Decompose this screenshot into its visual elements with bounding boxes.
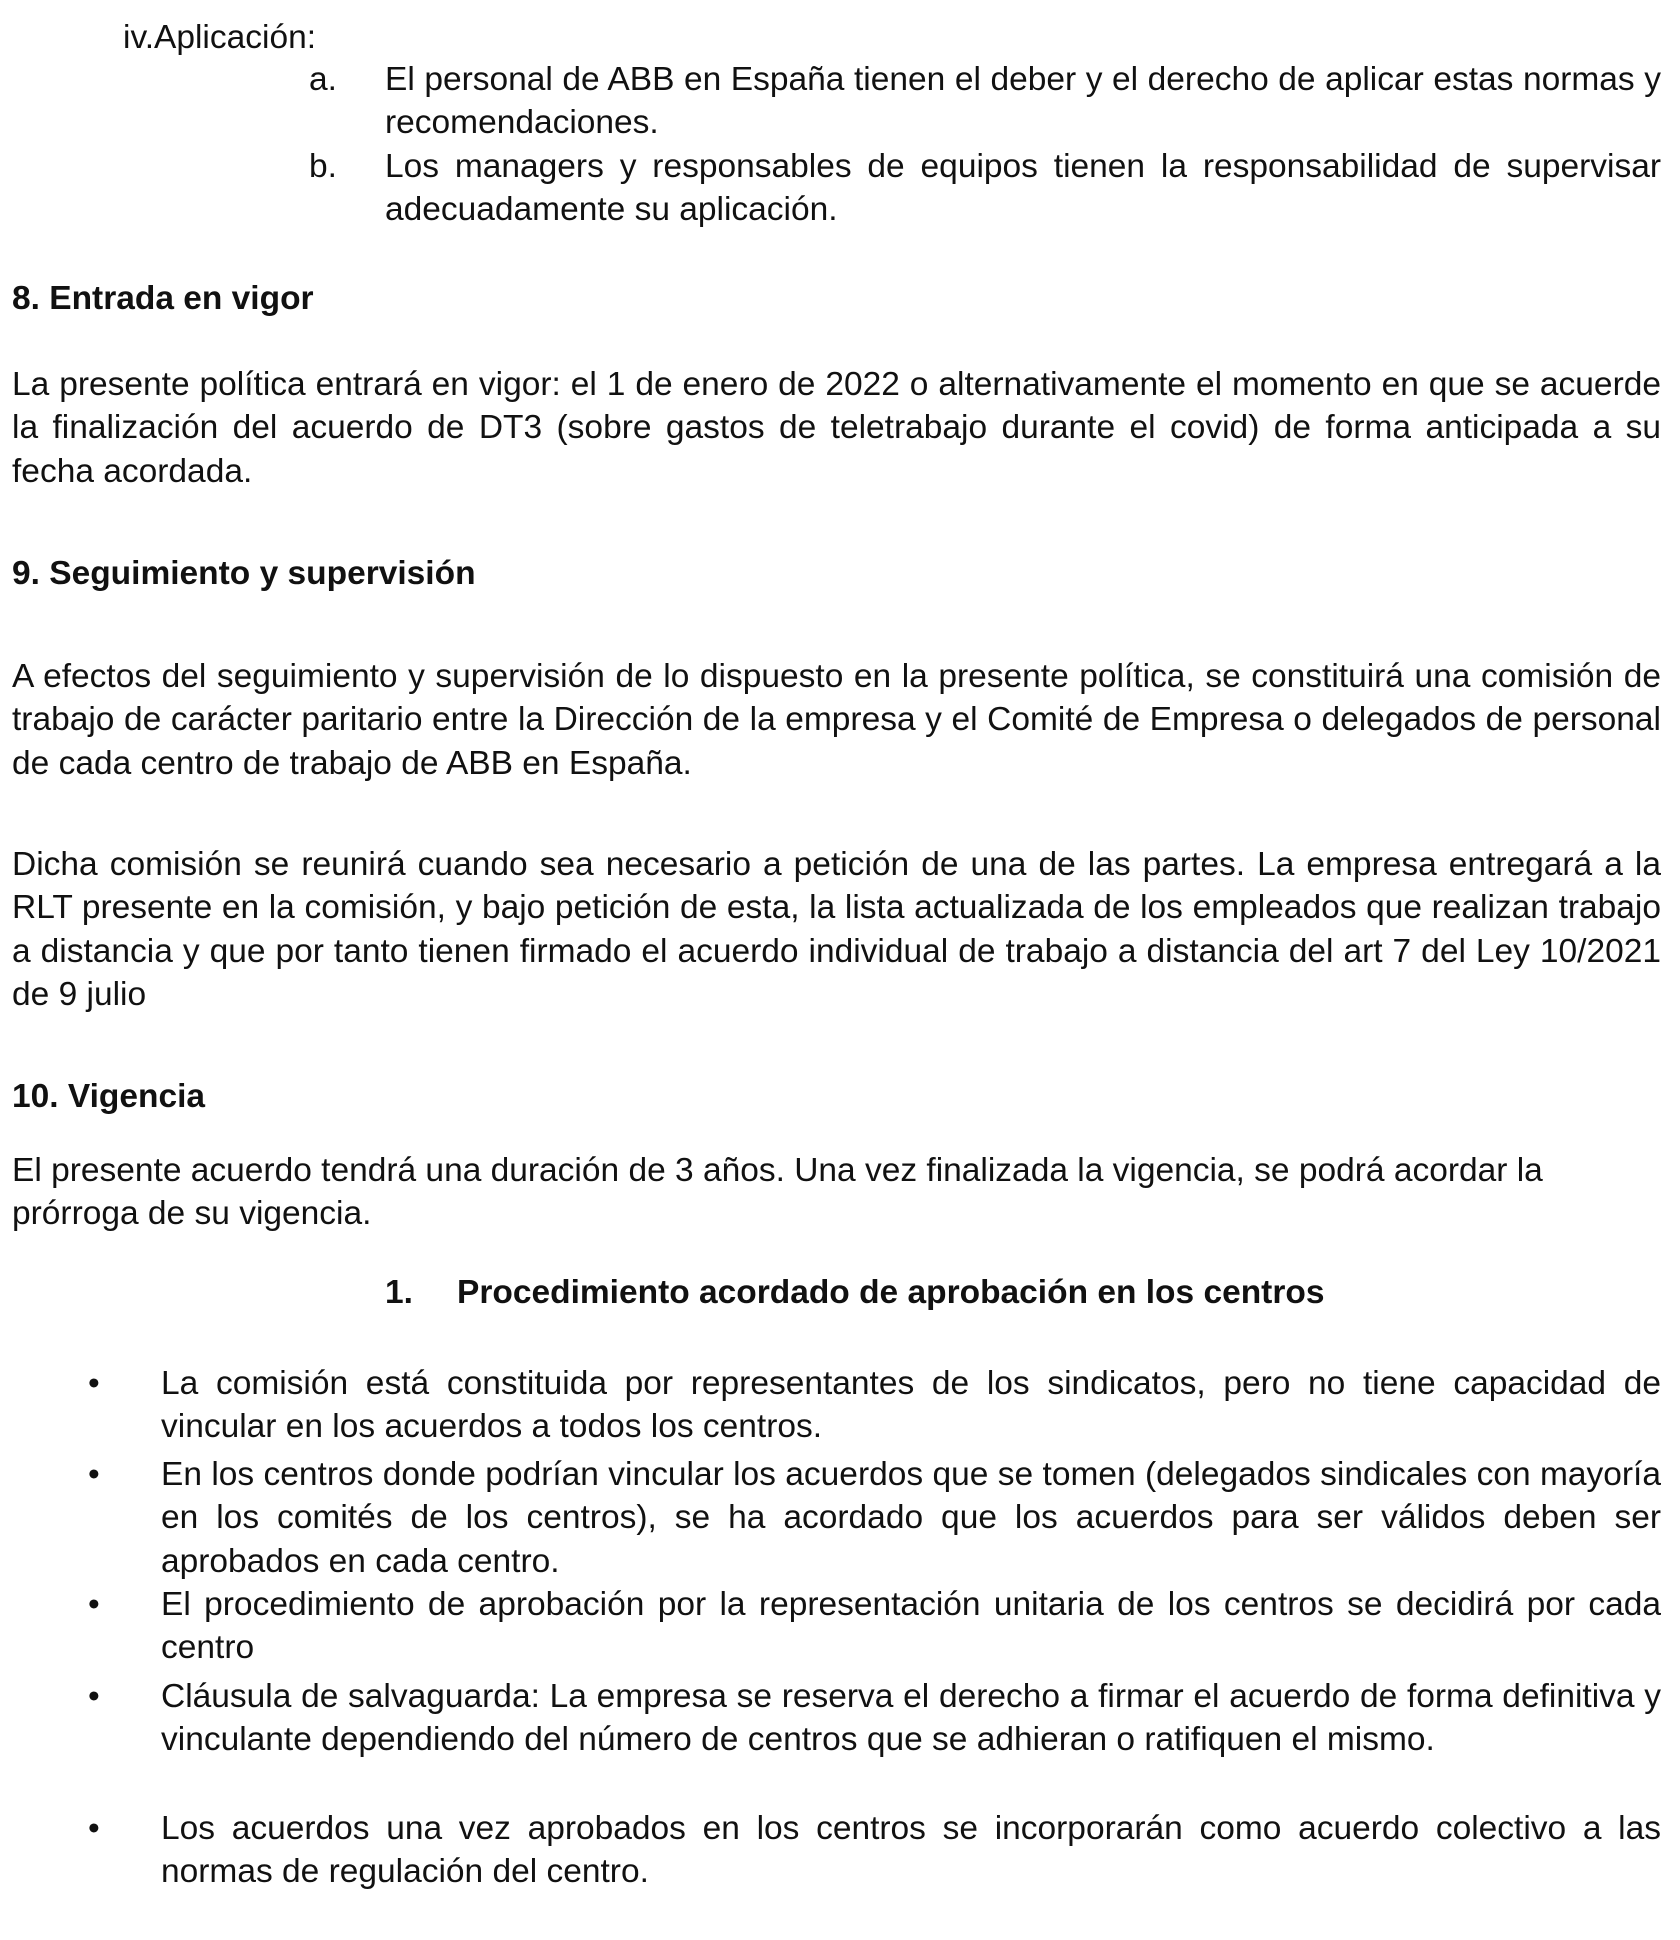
procedure-heading: Procedimiento acordado de aprobación en los centros — [457, 1274, 1325, 1311]
section-9-heading: 9. Seguimiento y supervisión — [12, 555, 476, 592]
section-iv-label: iv.Aplicación: — [123, 19, 317, 56]
bullet-item: La comisión está constituida por representantes de los sindicatos, pero no tiene capacidad de vincular en los acuerdos a todos los centros. — [161, 1365, 1661, 1446]
list-marker-b: b. — [309, 148, 337, 185]
list-item-a: El personal de ABB en España tienen el deber y el derecho de aplicar estas normas y recomendaciones. — [385, 61, 1661, 142]
section-8-paragraph: La presente política entrará en vigor: el 1 de enero de 2022 o alternativamente el momento en que se acuerde la finalización del acuerdo de DT3 (sobre gastos de teletrabajo durante el covid) de forma anticipada a su fecha acordada. — [12, 366, 1661, 490]
list-marker-a: a. — [309, 61, 337, 98]
section-10-heading: 10. Vigencia — [12, 1078, 206, 1115]
bullet-item: En los centros donde podrían vincular los acuerdos que se tomen (delegados sindicales con mayoría en los comités de los centros), se ha acordado que los acuerdos para ser válidos deben ser aprobados en cada centro. — [161, 1456, 1661, 1580]
bullet-item: Los acuerdos una vez aprobados en los centros se incorporarán como acuerdo colectivo a las normas de regulación del centro. — [161, 1810, 1661, 1891]
bullet-icon: • — [88, 1456, 100, 1493]
procedure-number: 1. — [385, 1274, 413, 1311]
bullet-icon: • — [88, 1678, 100, 1715]
section-10-paragraph: El presente acuerdo tendrá una duración de 3 años. Una vez finalizada la vigencia, se podrá acordar la prórroga de su vigencia. — [12, 1152, 1543, 1233]
bullet-icon: • — [88, 1810, 100, 1847]
bullet-icon: • — [88, 1586, 100, 1623]
bullet-icon: • — [88, 1365, 100, 1402]
bullet-item: El procedimiento de aprobación por la representación unitaria de los centros se decidirá por cada centro — [161, 1586, 1661, 1667]
section-8-heading: 8. Entrada en vigor — [12, 280, 314, 317]
section-9-paragraph-2: Dicha comisión se reunirá cuando sea necesario a petición de una de las partes. La empresa entregará a la RLT presente en la comisión, y bajo petición de esta, la lista actualizada de los empleados que realizan trabajo a distancia y que por tanto tienen firmado el acuerdo individual de trabajo a distancia del art 7 del Ley 10/2021 de 9 julio — [12, 846, 1661, 1013]
list-item-b: Los managers y responsables de equipos tienen la responsabilidad de supervisar adecuadamente su aplicación. — [385, 148, 1661, 229]
section-9-paragraph-1: A efectos del seguimiento y supervisión de lo dispuesto en la presente política, se constituirá una comisión de trabajo de carácter paritario entre la Dirección de la empresa y el Comité de Empresa o delegados de personal de cada centro de trabajo de ABB en España. — [12, 658, 1661, 782]
bullet-item: Cláusula de salvaguarda: La empresa se reserva el derecho a firmar el acuerdo de forma definitiva y vinculante dependiendo del número de centros que se adhieran o ratifiquen el mismo. — [161, 1678, 1661, 1759]
